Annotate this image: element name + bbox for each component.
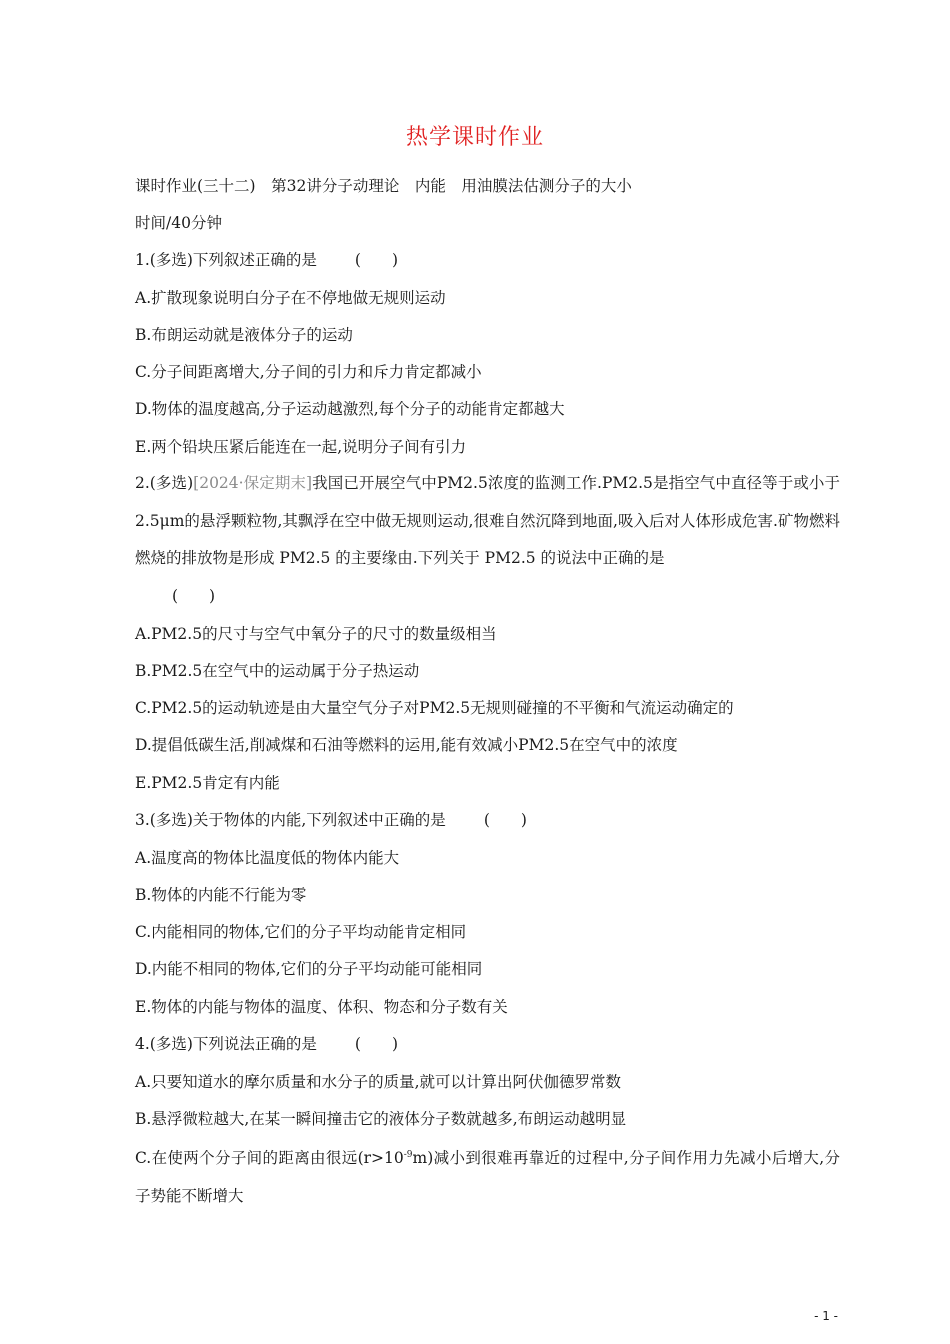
question-2-option-e: E.PM2.5肯定有内能 bbox=[135, 774, 280, 792]
answer-blank: ( ) bbox=[172, 587, 216, 605]
answer-blank: ( ) bbox=[354, 251, 398, 269]
question-4-text: 4.(多选)下列说法正确的是 bbox=[135, 1035, 317, 1053]
time-limit: 时间/40分钟 bbox=[135, 214, 222, 232]
question-3-text: 3.(多选)关于物体的内能,下列叙述中正确的是 bbox=[135, 811, 446, 829]
question-4-option-a: A.只要知道水的摩尔质量和水分子的质量,就可以计算出阿伏伽德罗常数 bbox=[135, 1073, 622, 1091]
question-1-option-d: D.物体的温度越高,分子运动越激烈,每个分子的动能肯定都越大 bbox=[135, 400, 565, 418]
question-3-stem bbox=[135, 809, 527, 831]
question-1-option-c: C.分子间距离增大,分子间的引力和斥力肯定都减小 bbox=[135, 363, 482, 381]
question-2-option-d: D.提倡低碳生活,削减煤和石油等燃料的运用,能有效减小PM2.5在空气中的浓度 bbox=[135, 736, 678, 754]
question-4-option-b: B.悬浮微粒越大,在某一瞬间撞击它的液体分子数就越多,布朗运动越明显 bbox=[135, 1110, 627, 1128]
question-2-option-b: B.PM2.5在空气中的运动属于分子热运动 bbox=[135, 662, 420, 680]
answer-blank: ( ) bbox=[354, 1035, 398, 1053]
option-c-exponent: -9 bbox=[403, 1150, 413, 1160]
answer-blank: ( ) bbox=[483, 811, 527, 829]
question-3-option-b: B.物体的内能不行能为零 bbox=[135, 886, 307, 904]
option-c-text-pre: C.在使两个分子间的距离由很远(r>10 bbox=[135, 1149, 404, 1168]
question-2-paren-line bbox=[135, 585, 215, 607]
assignment-header: 课时作业(三十二) 第32讲分子动理论 内能 用油膜法估测分子的大小 bbox=[135, 177, 632, 195]
page-number: - 1 - bbox=[814, 1309, 838, 1323]
question-1-option-e: E.两个铅块压紧后能连在一起,说明分子间有引力 bbox=[135, 438, 467, 456]
question-1-option-a: A.扩散现象说明白分子在不停地做无规则运动 bbox=[135, 289, 446, 307]
question-1-text: 1.(多选)下列叙述正确的是 bbox=[135, 251, 317, 269]
question-3-option-c: C.内能相同的物体,它们的分子平均动能肯定相同 bbox=[135, 923, 467, 941]
question-2-number: 2.(多选) bbox=[135, 474, 194, 492]
question-3-option-d: D.内能不相同的物体,它们的分子平均动能可能相同 bbox=[135, 960, 483, 978]
question-2-option-c: C.PM2.5的运动轨迹是由大量空气分子对PM2.5无规则碰撞的不平衡和气流运动确定的 bbox=[135, 699, 734, 717]
question-2-source: [2024·保定期末] bbox=[193, 474, 313, 492]
question-3-option-e: E.物体的内能与物体的温度、体积、物态和分子数有关 bbox=[135, 998, 508, 1016]
question-1-stem bbox=[135, 249, 398, 271]
question-2-text: 我国已开展空气中PM2.5浓度的监测工作.PM2.5是指空气中直径等于或小于2.5μm的悬浮颗粒物,其飘浮在空中做无规则运动,很难自然沉降到地面,吸入后对人体形成危害.矿物燃料燃烧的排放物是形成 PM2.5 的主要缘由.下列关于 PM2.5 的说法中正确的是 bbox=[135, 474, 840, 567]
page-title: 热学课时作业 bbox=[405, 125, 544, 150]
question-4-stem bbox=[135, 1033, 398, 1055]
question-2-option-a: A.PM2.5的尺寸与空气中氧分子的尺寸的数量级相当 bbox=[135, 625, 497, 643]
question-1-option-b: B.布朗运动就是液体分子的运动 bbox=[135, 326, 353, 344]
option-c-text-post: m)减小到很难再靠近的过程中,分子间作用力先减小后增大,分子势能不断增大 bbox=[135, 1149, 841, 1205]
question-4-option-c bbox=[135, 1137, 840, 1215]
question-2-stem bbox=[135, 465, 840, 578]
question-3-option-a: A.温度高的物体比温度低的物体内能大 bbox=[135, 849, 400, 867]
